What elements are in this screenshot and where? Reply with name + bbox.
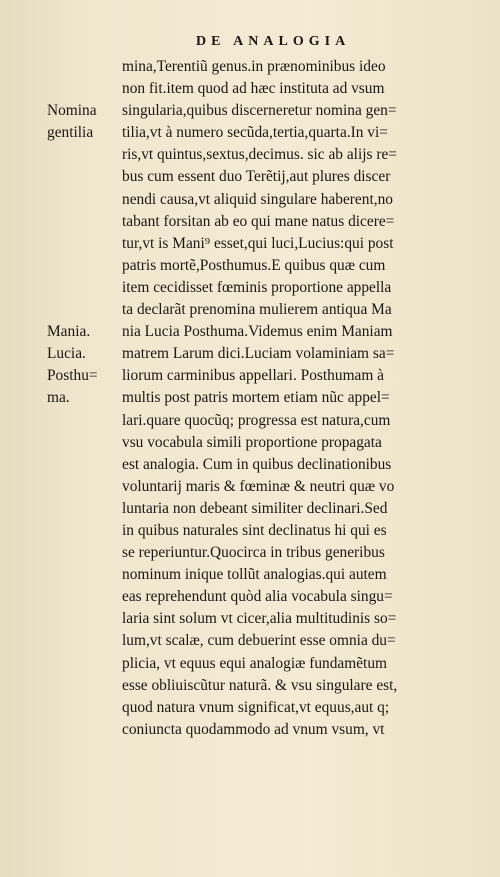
text-line: plicia, vt equus equi analogiæ fundamẽtum (122, 654, 387, 672)
text-line: laria sint solum vt cicer,alia multitudinis so= (122, 610, 397, 628)
text-line: ris,vt quintus,sextus,decimus. sic ab alijs re= (122, 146, 397, 164)
text-line: item cecidisset fœminis proportione appella (122, 278, 392, 296)
margin-note-nomina-gentilia (47, 100, 97, 144)
text-line: mina,Terentiũ genus.in prænominibus ideo (122, 58, 386, 75)
text-line: voluntarij maris & fœminæ & neutri quæ vo (122, 477, 395, 495)
text-line: non fit.item quod ad hæc instituta ad vsum (122, 80, 385, 98)
text-line: eas reprehendunt quòd alia vocabula singu= (122, 588, 393, 606)
running-head: DE ANALOGIA (196, 34, 351, 49)
text-line: luntaria non debeant similiter declinari.Sed (122, 499, 388, 517)
text-line: tabant forsitan ab eo qui mane natus dicere= (122, 212, 395, 230)
text-line: lari.quare quocũq; progressa est natura,cum (122, 411, 391, 429)
text-line: liorum carminibus appellari. Posthumam à (122, 367, 385, 385)
margin-note-line: Mania. (47, 323, 91, 340)
text-line: multis post patris mortem etiam nũc appel= (122, 389, 390, 407)
margin-note-line: Lucia. (47, 345, 86, 363)
margin-note-line: Nomina (47, 102, 97, 119)
margin-note-mania-lucia-posthuma (47, 321, 98, 409)
text-line: nendi causa,vt aliquid singulare haberent,no (122, 190, 393, 208)
main-text-block (122, 56, 484, 741)
text-line: nia Lucia Posthuma.Videmus enim Maniam (122, 323, 393, 341)
text-line: patris mortẽ,Posthumus.E quibus quæ cum (122, 256, 386, 274)
text-line: nominum inique tollũt analogias.qui autem (122, 566, 387, 584)
text-line: bus cum essent duo Terẽtij,aut plures discer (122, 168, 391, 186)
text-line: in quibus naturales sint declinatus hi qui es (122, 521, 387, 539)
text-line: quod natura vnum significat,vt equus,aut q; (122, 698, 390, 716)
text-line: est analogia. Cum in quibus declinationibus (122, 455, 392, 473)
text-line: coniuncta quodammodo ad vnum vsum, vt (122, 720, 385, 738)
margin-note-line: gentilia (47, 124, 94, 142)
text-line: vsu vocabula simili proportione propagata (122, 433, 382, 451)
text-line: ta declarãt prenomina mulierem antiqua Ma (122, 301, 392, 319)
text-line: lum,vt scalæ, cum debuerint esse omnia du= (122, 632, 396, 650)
margin-note-line: ma. (47, 389, 70, 407)
text-line: se reperiuntur.Quocirca in tribus generibus (122, 544, 385, 562)
text-line: tilia,vt à numero secũda,tertia,quarta.In vi= (122, 124, 388, 142)
text-line: esse obliuiscũtur naturã. & vsu singulare est, (122, 676, 398, 694)
text-line: tur,vt is Mani⁹ esset,qui luci,Lucius:qui post (122, 234, 394, 252)
text-line: singularia,quibus discerneretur nomina gen= (122, 102, 397, 120)
text-line: matrem Larum dici.Luciam volaminiam sa= (122, 345, 395, 363)
margin-note-line: Posthu= (47, 367, 98, 385)
